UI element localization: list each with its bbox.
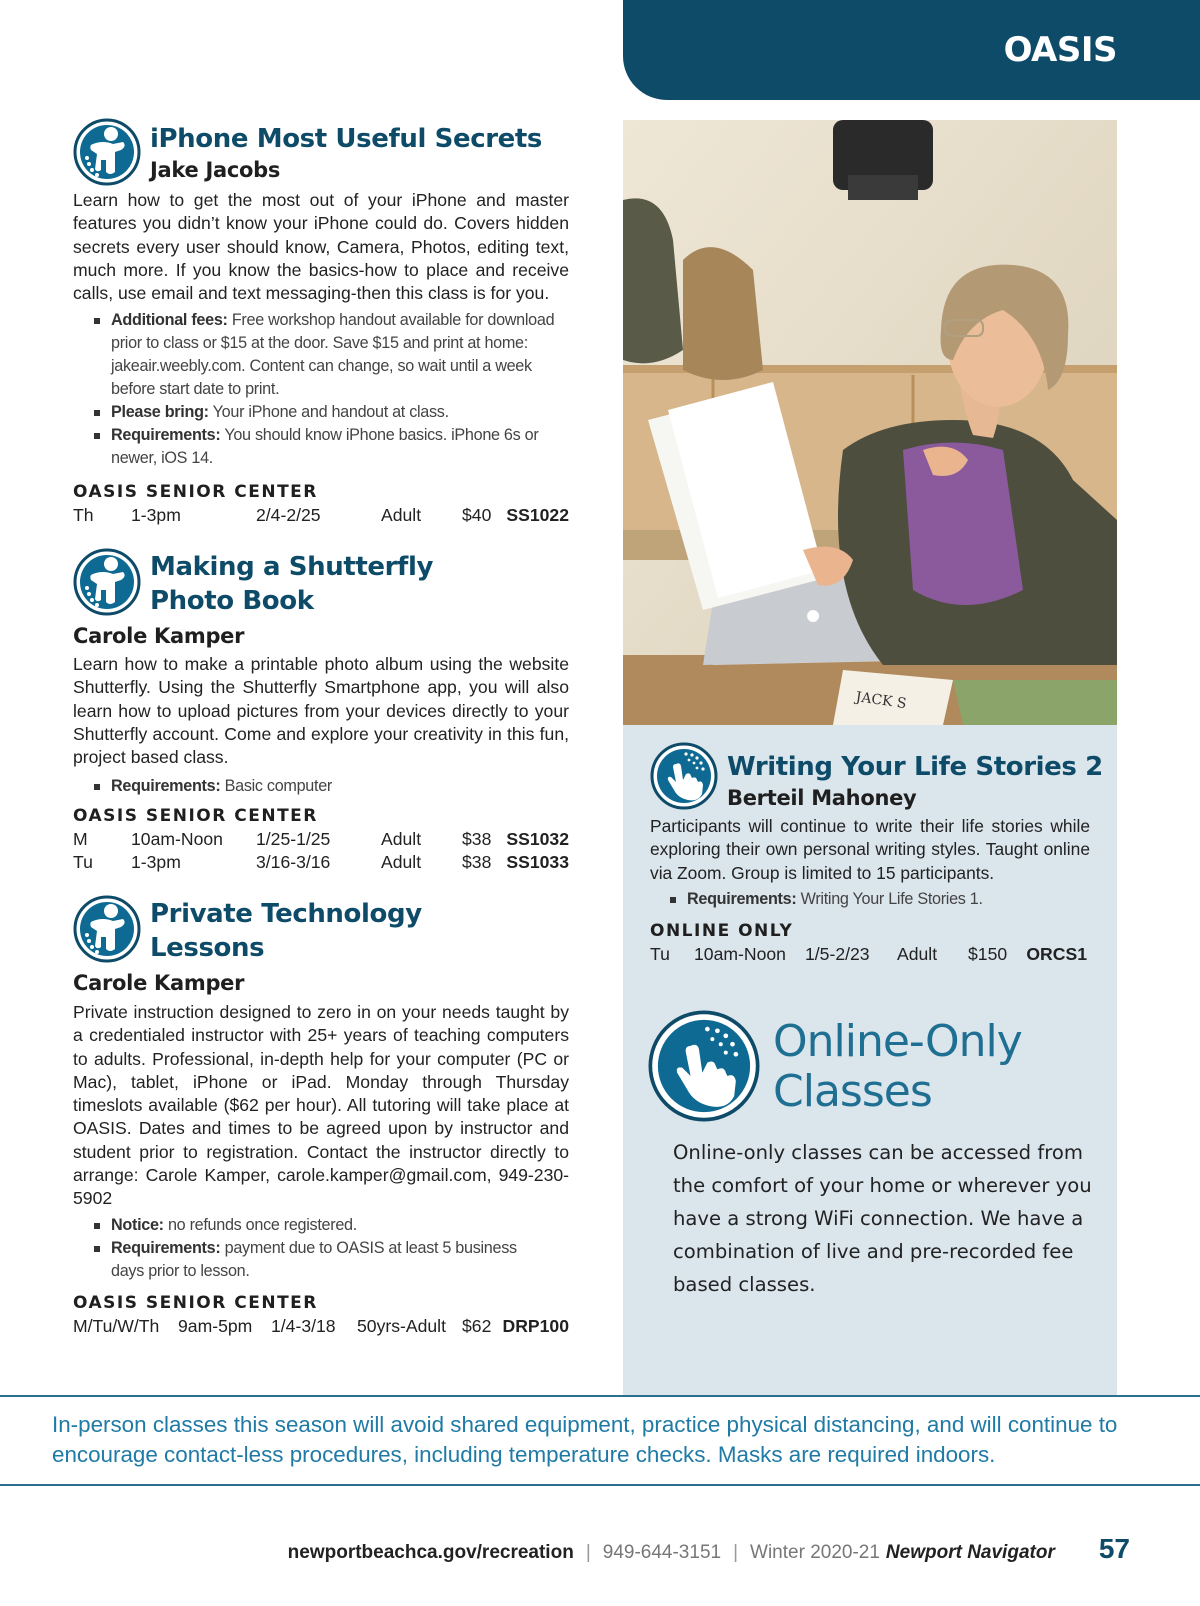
course-schedule — [73, 828, 569, 874]
course-instructor: Carole Kamper — [73, 624, 245, 648]
footer-phone: 949-644-3151 — [602, 1542, 722, 1563]
note-item: Requirements: You should know iPhone basics. iPhone 6s or newer, iOS 14. — [94, 424, 574, 470]
course-description: Learn how to make a printable photo album using the website Shutterfly. Using the Shutterfly Smartphone app, you will also learn how to upload pictures from your devices directly to your Shutterfly account. Come and explore your creativity in this fun, project based class. — [73, 654, 569, 768]
course-location: OASIS SENIOR CENTER — [73, 806, 318, 826]
svg-text:JACK S: JACK S — [854, 689, 908, 713]
course-title-line1: Making a Shutterfly — [150, 552, 434, 582]
note-item: Requirements: Basic computer — [94, 775, 574, 798]
schedule-row: M/Tu/W/Th 9am-5pm 1/4-3/18 50yrs-Adult $62 DRP100 — [73, 1316, 569, 1336]
safety-notice: In-person classes this season will avoid shared equipment, practice physical distancing, and will continue to encourage contact-less procedures, including temperature checks. Masks are required indoors. — [52, 1412, 1118, 1467]
course-title-line2: Photo Book — [150, 586, 314, 616]
touch-hand-icon — [647, 1009, 761, 1123]
course-title: iPhone Most Useful Secrets — [150, 124, 542, 154]
course-notes — [94, 775, 574, 798]
footer-separator: | — [585, 1542, 591, 1563]
section-title: OASIS — [1003, 30, 1117, 70]
course-location: ONLINE ONLY — [650, 921, 794, 941]
note-item: Requirements: payment due to OASIS at least 5 business days prior to lesson. — [94, 1237, 574, 1283]
course-location: OASIS SENIOR CENTER — [73, 482, 318, 502]
footer-magazine: Newport Navigator — [885, 1542, 1055, 1563]
page-footer — [288, 1533, 1130, 1565]
course-description: Participants will continue to write their life stories while exploring their own personal writing styles. Taught online via Zoom. Group is limited to 15 participants. — [650, 816, 1090, 883]
course-notes — [94, 309, 574, 470]
online-only-heading-line1: Online-Only — [773, 1016, 1022, 1067]
course-location: OASIS SENIOR CENTER — [73, 1293, 318, 1313]
schedule-row: Tu 1-3pm 3/16-3/16 Adult $38 SS1033 — [73, 852, 569, 872]
footer-separator: | — [733, 1542, 739, 1563]
course-notes — [94, 1214, 574, 1283]
schedule-row: Tu 10am-Noon 1/5-2/23 Adult $150 ORCS1 — [650, 944, 1087, 964]
course-title-line1: Private Technology — [150, 899, 422, 929]
schedule-row: M 10am-Noon 1/25-1/25 Adult $38 SS1032 — [73, 829, 569, 849]
course-schedule — [73, 1315, 569, 1338]
footer-url[interactable]: newportbeachca.gov/recreation — [287, 1542, 574, 1563]
course-title-line2: Lessons — [150, 933, 265, 963]
senior-figure-icon — [73, 895, 141, 963]
note-item: Please bring: Your iPhone and handout at class. — [94, 401, 574, 424]
footer-season: Winter 2020-21 — [750, 1542, 880, 1563]
touch-hand-icon — [650, 742, 718, 810]
course-schedule — [650, 943, 1087, 966]
course-instructor: Jake Jacobs — [150, 158, 281, 182]
course-description: Learn how to get the most out of your iPhone and master features you didn’t know your iPhone could do. Covers hidden secrets every user should know, Camera, Photos, editing text, much more. If you know the basics-how to place and receive calls, use email and text messaging-then this class is for you. — [73, 190, 569, 304]
course-schedule — [73, 504, 569, 527]
course-instructor: Berteil Mahoney — [727, 786, 917, 810]
course-description: Private instruction designed to zero in on your needs taught by a credentialed instructor with 25+ years of teaching computers to adults. Professional, in-depth help for your computer (PC or Mac), tablet, iPhone or iPad. Monday through Thursday timeslots available ($62 per hour). All tutoring will take place at OASIS. Dates and times to be agreed upon by instructor and student prior to registration. Contact the instructor directly to arrange: Carole Kamper, carole.kamper@gmail.com, 949-230-5902 — [73, 1002, 569, 1209]
online-only-heading-line2: Classes — [773, 1066, 932, 1117]
page-number: 57 — [1098, 1533, 1130, 1564]
class-photo — [623, 120, 1117, 725]
divider — [0, 1395, 1200, 1397]
online-only-body: Online-only classes can be accessed from the comfort of your home or wherever you have a strong WiFi connection. We have a combination of live and pre-recorded fee based classes. — [673, 1141, 1092, 1296]
course-notes — [670, 888, 1090, 911]
online-only-heading — [773, 1017, 1022, 1117]
senior-figure-icon — [73, 548, 141, 616]
senior-figure-icon — [73, 118, 141, 186]
course-instructor: Carole Kamper — [73, 971, 245, 995]
note-item: Notice: no refunds once registered. — [94, 1214, 574, 1237]
note-item: Additional fees: Free workshop handout available for download prior to class or $15 at the door. Save $15 and print at home: jakeair.weebly.com. Content can change, so wait until a week before start date to print. — [94, 309, 574, 401]
section-tab — [623, 0, 1200, 100]
divider — [0, 1484, 1200, 1486]
note-item: Requirements: Writing Your Life Stories 1. — [670, 888, 1090, 911]
schedule-row: Th 1-3pm 2/4-2/25 Adult $40 SS1022 — [73, 505, 569, 525]
course-title: Writing Your Life Stories 2 — [727, 752, 1103, 782]
